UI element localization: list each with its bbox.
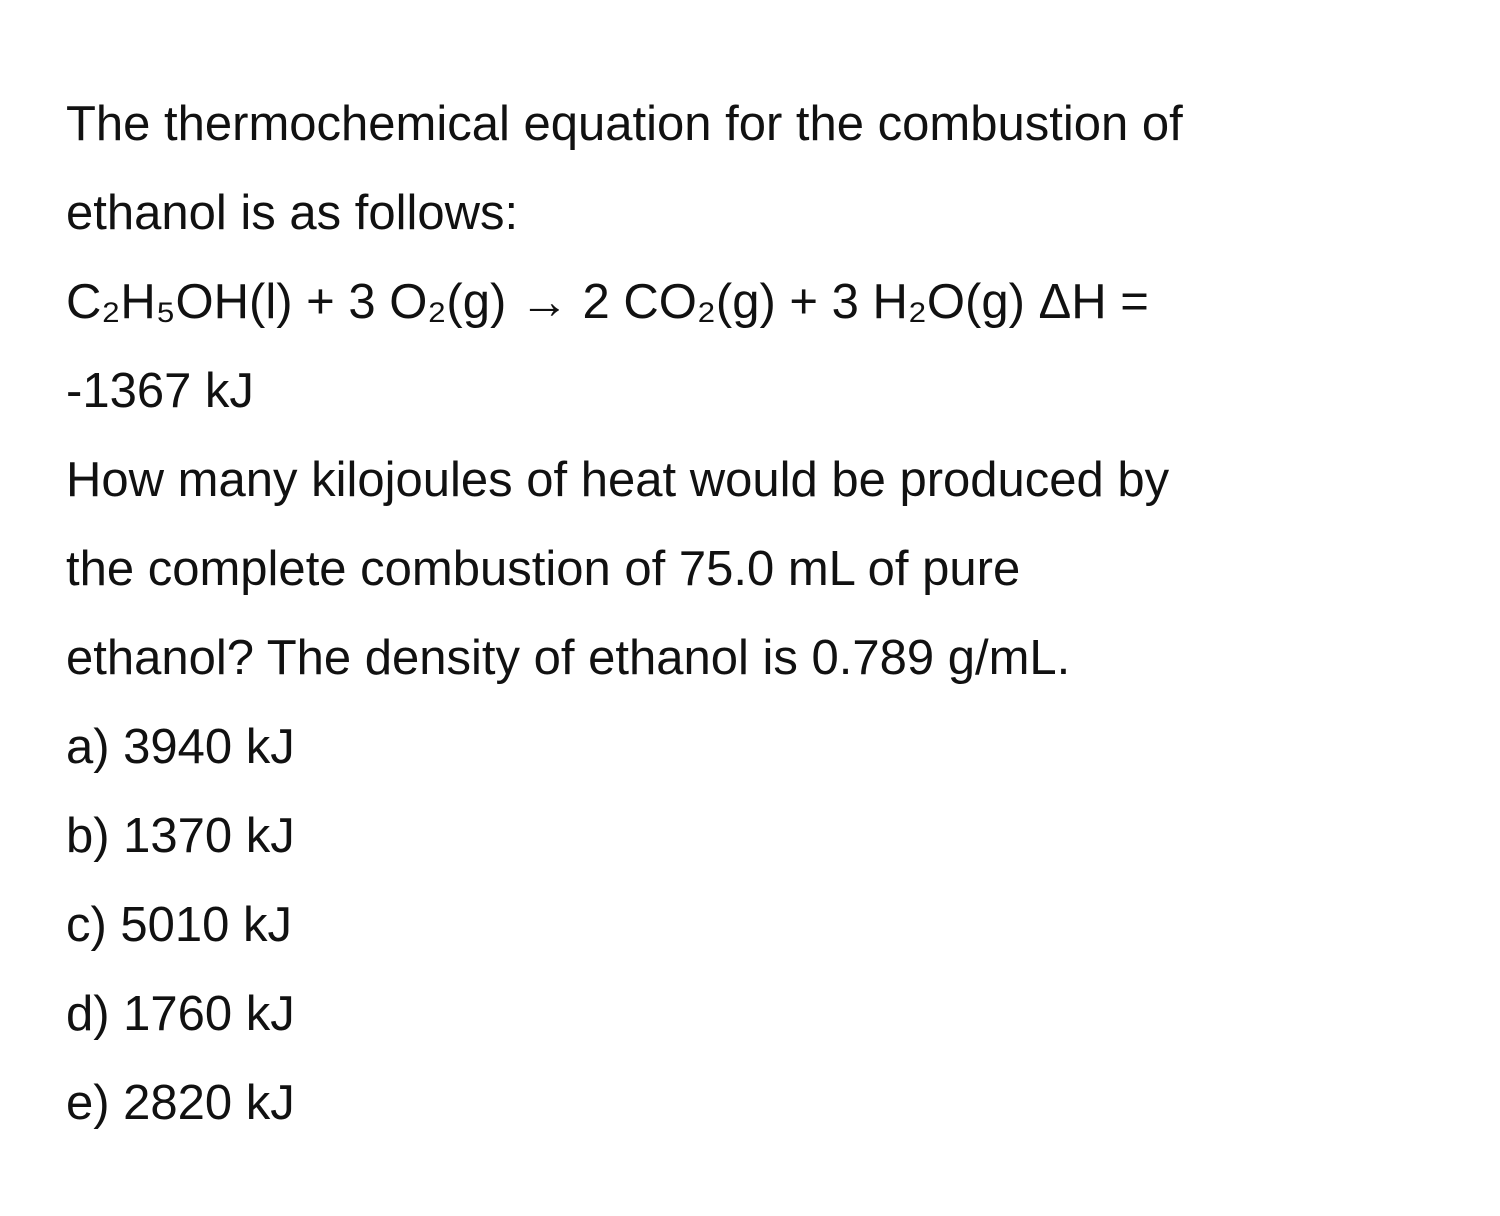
question-line: the complete combustion of 75.0 mL of pure [66, 542, 1021, 596]
answer-options [66, 703, 1446, 1148]
question-line: ethanol is as follows: [66, 186, 519, 240]
equation-line: C₂H₅OH(l) + 3 O₂(g) → 2 CO₂(g) + 3 H₂O(g) ΔH = [66, 275, 1149, 329]
enthalpy-value: -1367 kJ [66, 364, 254, 418]
option-e: e) 2820 kJ [66, 1076, 295, 1130]
option-b: b) 1370 kJ [66, 809, 295, 863]
question-document [66, 80, 1446, 1148]
option-d: d) 1760 kJ [66, 987, 295, 1041]
question-line: The thermochemical equation for the combustion of [66, 97, 1183, 151]
question-line: How many kilojoules of heat would be produced by [66, 453, 1170, 507]
option-c: c) 5010 kJ [66, 898, 293, 952]
question-text [66, 80, 1446, 703]
option-a: a) 3940 kJ [66, 720, 295, 774]
question-line: ethanol? The density of ethanol is 0.789 g/mL. [66, 631, 1071, 685]
